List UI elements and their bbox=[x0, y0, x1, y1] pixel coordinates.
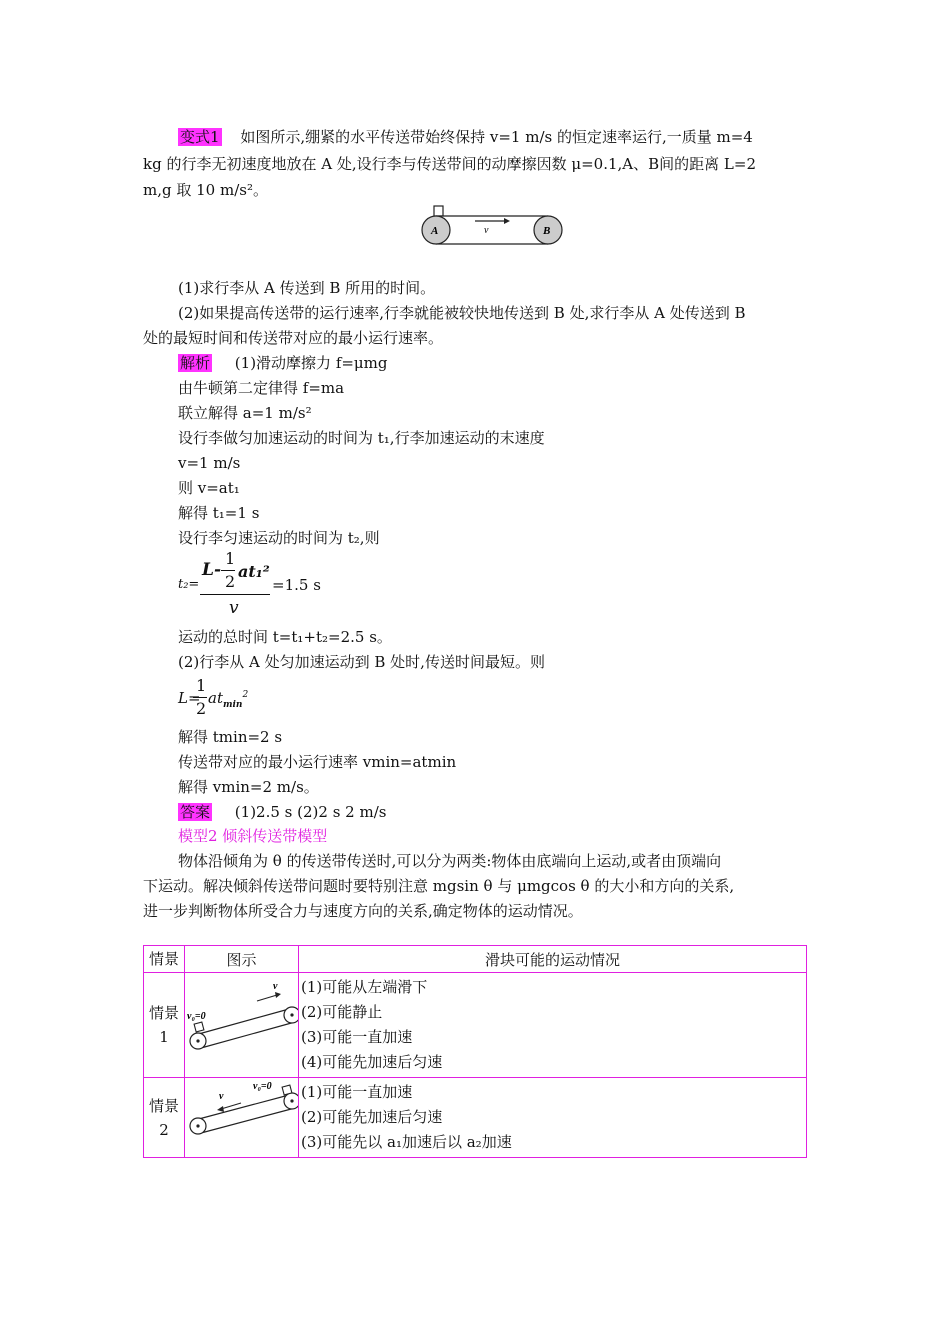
solution-line-13: 解得 vmin=2 m/s。 bbox=[178, 778, 319, 796]
situation-figure-cell bbox=[185, 973, 299, 1078]
solution-line-7: 解得 t₁=1 s bbox=[178, 504, 260, 522]
solution-line-6: 则 v=at₁ bbox=[178, 479, 240, 497]
solution-line-2: 由牛顿第二定律得 f=ma bbox=[178, 379, 345, 397]
formula-t2-left: t₂= bbox=[178, 577, 200, 592]
label-v: v bbox=[484, 225, 489, 236]
solution-line-8: 设行李匀速运动的时间为 t₂,则 bbox=[178, 529, 380, 547]
model2-para-1: 物体沿倾角为 θ 的传送带传送时,可以分为两类:物体由底端向上运动,或者由顶端向 bbox=[178, 852, 722, 870]
inclined-conveyor-down-figure bbox=[185, 1078, 298, 1153]
answer-tag: 答案 bbox=[180, 803, 211, 821]
variant-text-1: 如图所示,绷紧的水平传送带始终保持 v=1 m/s 的恒定速率运行,一质量 m=4 bbox=[240, 128, 753, 146]
situation-name: 情景2 bbox=[144, 1078, 185, 1158]
formula-t2-den: v bbox=[229, 598, 239, 618]
label-v: v bbox=[219, 1091, 224, 1102]
variant-line-3: m,g 取 10 m/s²。 bbox=[143, 181, 268, 199]
variant-line-2: kg 的行李无初速度地放在 A 处,设行李与传送带间的动摩擦因数 μ=0.1,A、B间的距离 L=2 bbox=[143, 155, 757, 173]
formula-t2-right: =1.5 s bbox=[272, 576, 321, 594]
solution-line-11: 解得 tmin=2 s bbox=[178, 728, 283, 746]
table-row bbox=[144, 973, 807, 1078]
question-1: (1)求行李从 A 传送到 B 所用的时间。 bbox=[178, 279, 436, 297]
situation-items bbox=[299, 973, 807, 1078]
model2-para-2: 下运动。解决倾斜传送带问题时要特别注意 mgsin θ 与 μmgcos θ 的大小和方向的关系, bbox=[143, 877, 735, 895]
solution-line-9: 运动的总时间 t=t₁+t₂=2.5 s。 bbox=[178, 628, 392, 646]
label-v0: v₀=0 bbox=[253, 1081, 272, 1092]
list-item: (2)可能先加速后匀速 bbox=[301, 1108, 443, 1126]
list-item: (4)可能先加速后匀速 bbox=[301, 1053, 443, 1071]
label-a: A bbox=[431, 225, 439, 237]
formula-l-left: L= bbox=[178, 689, 201, 707]
label-v: v bbox=[273, 981, 278, 992]
table-header: 图示 bbox=[185, 946, 299, 973]
list-item: (1)可能从左端滑下 bbox=[301, 978, 428, 996]
table-header: 情景 bbox=[144, 946, 185, 973]
table-row bbox=[144, 1078, 807, 1158]
formula-l-num: 1 bbox=[196, 676, 207, 695]
situation-items bbox=[299, 1078, 807, 1158]
variant-line-1 bbox=[178, 127, 753, 147]
horizontal-conveyor-figure bbox=[420, 203, 565, 248]
formula-l-tail: $at_{min}^2$ bbox=[208, 689, 249, 710]
list-item: (3)可能先以 a₁加速后以 a₂加速 bbox=[301, 1133, 512, 1151]
situation-table bbox=[143, 945, 807, 1158]
solution-line-4: 设行李做匀加速运动的时间为 t₁,行李加速运动的末速度 bbox=[178, 429, 545, 447]
solution-line-12: 传送带对应的最小运行速率 vmin=atmin bbox=[178, 753, 457, 771]
label-v0: v₀=0 bbox=[187, 1011, 206, 1022]
label-b: B bbox=[543, 225, 551, 237]
formula-t2-tail: at₁² bbox=[238, 562, 270, 581]
question-2-cont: 处的最短时间和传送带对应的最小运行速率。 bbox=[143, 329, 444, 347]
table-header: 滑块可能的运动情况 bbox=[299, 946, 807, 973]
question-2: (2)如果提高传送带的运行速率,行李就能被较快地传送到 B 处,求行李从 A 处传送到 B bbox=[178, 304, 746, 322]
variant-tag: 变式1 bbox=[180, 128, 220, 146]
formula-l-den: 2 bbox=[196, 699, 207, 718]
list-item: (1)可能一直加速 bbox=[301, 1083, 413, 1101]
solution-tag: 解析 bbox=[180, 354, 211, 372]
solution-line-10: (2)行李从 A 处匀加速运动到 B 处时,传送时间最短。则 bbox=[178, 653, 545, 671]
formula-t2-half-num: 1 bbox=[225, 549, 236, 568]
formula-t2-num: L- bbox=[202, 560, 222, 580]
model2-para-3: 进一步判断物体所受合力与速度方向的关系,确定物体的运动情况。 bbox=[143, 902, 583, 920]
situation-figure-cell bbox=[185, 1078, 299, 1158]
situation-name: 情景1 bbox=[144, 973, 185, 1078]
answer-line bbox=[178, 802, 386, 822]
solution-text-1: (1)滑动摩擦力 f=μmg bbox=[234, 354, 388, 372]
table-header-row bbox=[144, 946, 807, 973]
solution-line-1 bbox=[178, 353, 388, 373]
solution-line-3: 联立解得 a=1 m/s² bbox=[178, 404, 312, 422]
list-item: (3)可能一直加速 bbox=[301, 1028, 413, 1046]
answer-text: (1)2.5 s (2)2 s 2 m/s bbox=[234, 803, 387, 821]
inclined-conveyor-up-figure bbox=[185, 973, 298, 1073]
solution-line-5: v=1 m/s bbox=[178, 454, 241, 472]
model2-title: 模型2 倾斜传送带模型 bbox=[178, 827, 328, 845]
formula-t2-half-den: 2 bbox=[225, 572, 236, 591]
list-item: (2)可能静止 bbox=[301, 1003, 383, 1021]
